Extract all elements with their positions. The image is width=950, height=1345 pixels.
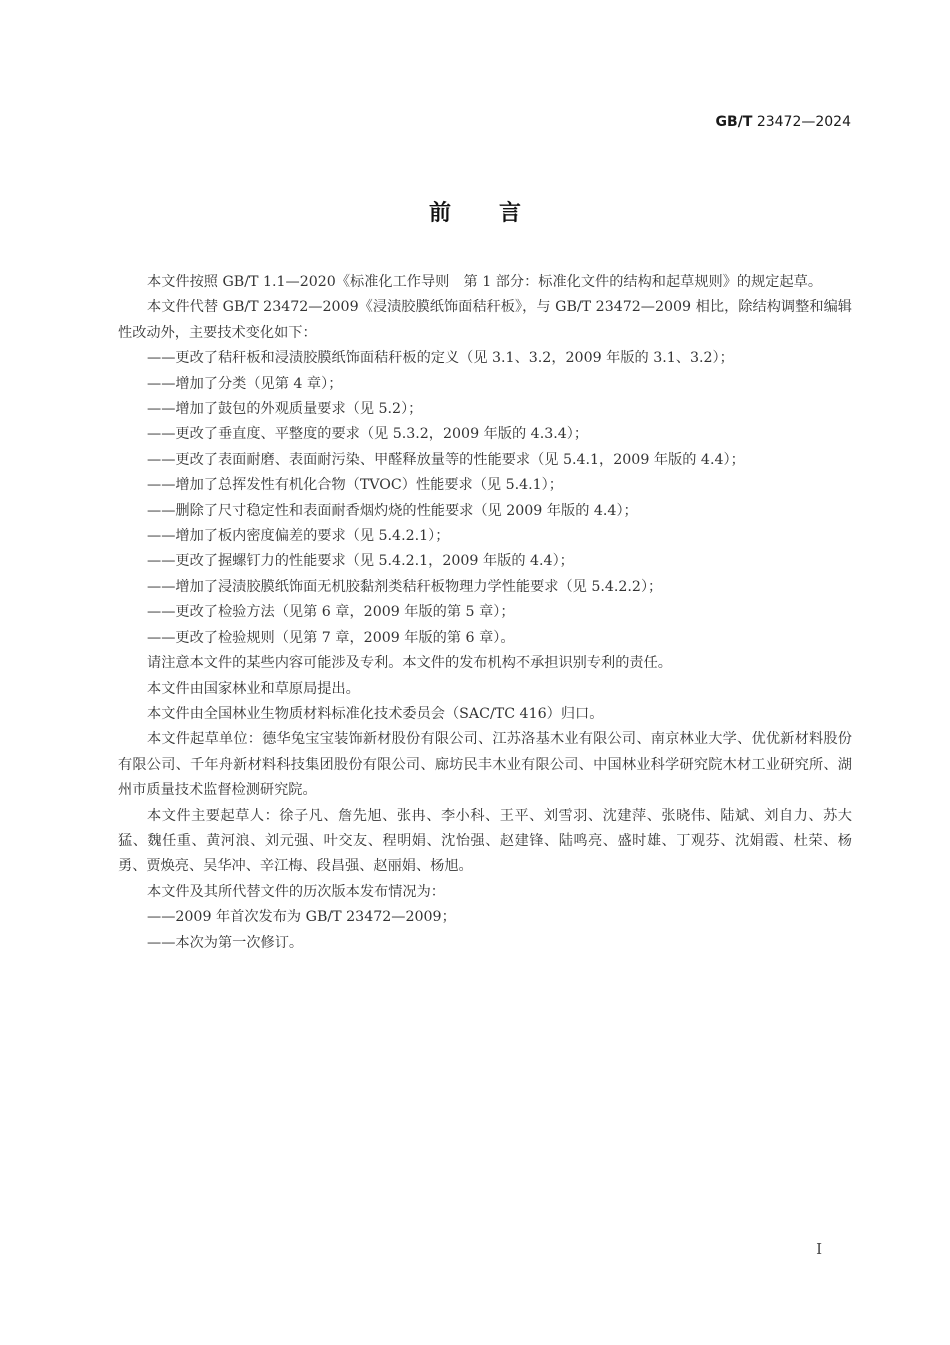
paragraph-history-intro: 本文件及其所代替文件的历次版本发布情况为：	[147, 883, 445, 900]
list-item: ——2009 年首次发布为 GB/T 23472—2009；	[147, 909, 456, 926]
list-item: ——增加了板内密度偏差的要求（见 5.4.2.1）；	[147, 528, 450, 545]
list-item: ——更改了垂直度、平整度的要求（见 5.3.2，2009 年版的 4.3.4）；	[147, 426, 589, 443]
list-item: ——增加了分类（见第 4 章）；	[147, 375, 343, 392]
page-number: I	[816, 1240, 822, 1258]
paragraph-proposed-by: 本文件由国家林业和草原局提出。	[147, 680, 360, 697]
list-item: ——增加了总挥发性有机化合物（TVOC）性能要求（见 5.4.1）；	[147, 477, 563, 494]
paragraph-drafters: 本文件主要起草人：徐子凡、詹先旭、张冉、李小科、王平、刘雪羽、沈建萍、张晓伟、陆斌、刘自力、苏大猛、魏任重、黄河浪、刘元强、叶交友、程明娟、沈怡强、赵建锋、陆鸣亮、盛时雄、丁观芬、沈娟霞、杜荣、杨勇、贾焕亮、吴华冲、辛江梅、段昌强、赵丽娟、杨旭。	[118, 807, 852, 875]
list-item: ——更改了表面耐磨、表面耐污染、甲醛释放量等的性能要求（见 5.4.1，2009 年版的 4.4）；	[147, 451, 745, 468]
list-item: ——更改了检验方法（见第 6 章，2009 年版的第 5 章）；	[147, 604, 515, 621]
standard-code	[716, 114, 851, 130]
list-item: ——更改了秸秆板和浸渍胶膜纸饰面秸秆板的定义（见 3.1、3.2，2009 年版的 3.1、3.2）；	[147, 350, 734, 367]
standard-prefix: GB/T	[715, 114, 753, 130]
paragraph-drafting-rules: 本文件按照 GB/T 1.1—2020《标准化工作导则 第 1 部分：标准化文件的结构和起草规则》的规定起草。	[147, 274, 823, 290]
standard-number: 23472—2024	[756, 114, 851, 130]
page-title: 前言	[428, 201, 569, 226]
list-item: ——本次为第一次修订。	[147, 934, 304, 951]
paragraph-centralized-by: 本文件由全国林业生物质材料标准化技术委员会（SAC/TC 416）归口。	[147, 705, 604, 722]
paragraph-replaces: 本文件代替 GB/T 23472—2009《浸渍胶膜纸饰面秸秆板》，与 GB/T 23472—2009 相比，除结构调整和编辑性改动外，主要技术变化如下：	[118, 299, 852, 341]
paragraph-drafting-units: 本文件起草单位：德华兔宝宝装饰新材股份有限公司、江苏洛基木业有限公司、南京林业大学、优优新材料股份有限公司、千年舟新材料科技集团股份有限公司、廊坊民丰木业有限公司、中国林业科学研究院木材工业研究所、湖州市质量技术监督检测研究院。	[118, 731, 852, 799]
paragraph-patent-notice: 请注意本文件的某些内容可能涉及专利。本文件的发布机构不承担识别专利的责任。	[147, 655, 672, 672]
list-item: ——删除了尺寸稳定性和表面耐香烟灼烧的性能要求（见 2009 年版的 4.4）；	[147, 502, 638, 519]
list-item: ——更改了握螺钉力的性能要求（见 5.4.2.1，2009 年版的 4.4）；	[147, 553, 574, 570]
foreword-body	[118, 270, 852, 956]
list-item: ——增加了鼓包的外观质量要求（见 5.2）；	[147, 401, 423, 418]
list-item: ——增加了浸渍胶膜纸饰面无机胶黏剂类秸秆板物理力学性能要求（见 5.4.2.2）；	[147, 578, 663, 595]
list-item: ——更改了检验规则（见第 7 章，2009 年版的第 6 章）。	[147, 629, 515, 646]
